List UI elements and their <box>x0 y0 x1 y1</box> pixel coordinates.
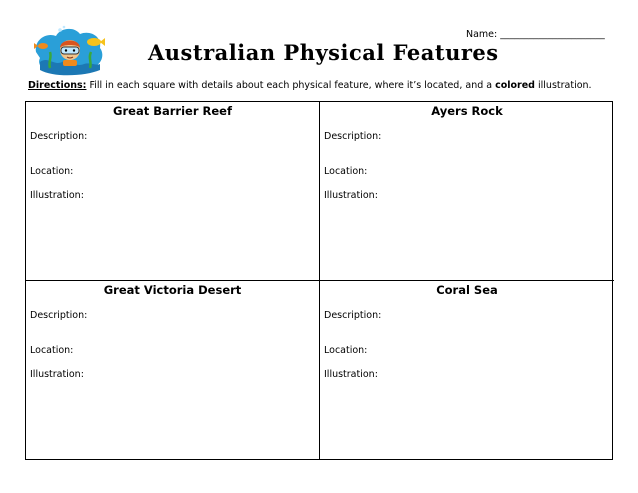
feature-cell-great-barrier-reef[interactable] <box>26 102 320 281</box>
illustration-label: Illustration: <box>30 190 84 201</box>
location-label: Location: <box>324 166 368 177</box>
directions <box>28 80 592 91</box>
directions-text-before: Fill in each square with details about each physical feature, where it’s located, and a <box>86 80 496 91</box>
directions-emphasis: colored <box>495 80 535 91</box>
description-label: Description: <box>30 131 88 142</box>
feature-cell-ayers-rock[interactable] <box>320 102 614 281</box>
description-label: Description: <box>324 310 382 321</box>
feature-grid <box>25 101 613 460</box>
feature-cell-coral-sea[interactable] <box>320 281 614 460</box>
diver-fish-clipart-icon <box>30 22 108 78</box>
feature-cell-great-victoria-desert[interactable] <box>26 281 320 460</box>
name-field: Name: ______________________ <box>466 29 605 40</box>
directions-text-after: illustration. <box>534 80 592 91</box>
location-label: Location: <box>30 166 74 177</box>
illustration-label: Illustration: <box>30 369 84 380</box>
feature-title: Coral Sea <box>436 283 498 297</box>
feature-title: Ayers Rock <box>431 104 503 118</box>
location-label: Location: <box>324 345 368 356</box>
feature-title: Great Victoria Desert <box>103 283 242 297</box>
description-label: Description: <box>324 131 382 142</box>
illustration-label: Illustration: <box>324 369 378 380</box>
location-label: Location: <box>30 345 74 356</box>
directions-label: Directions: <box>28 80 87 91</box>
description-label: Description: <box>30 310 88 321</box>
feature-title: Great Barrier Reef <box>113 104 232 118</box>
page-title: Australian Physical Features <box>148 40 499 65</box>
illustration-label: Illustration: <box>324 190 378 201</box>
